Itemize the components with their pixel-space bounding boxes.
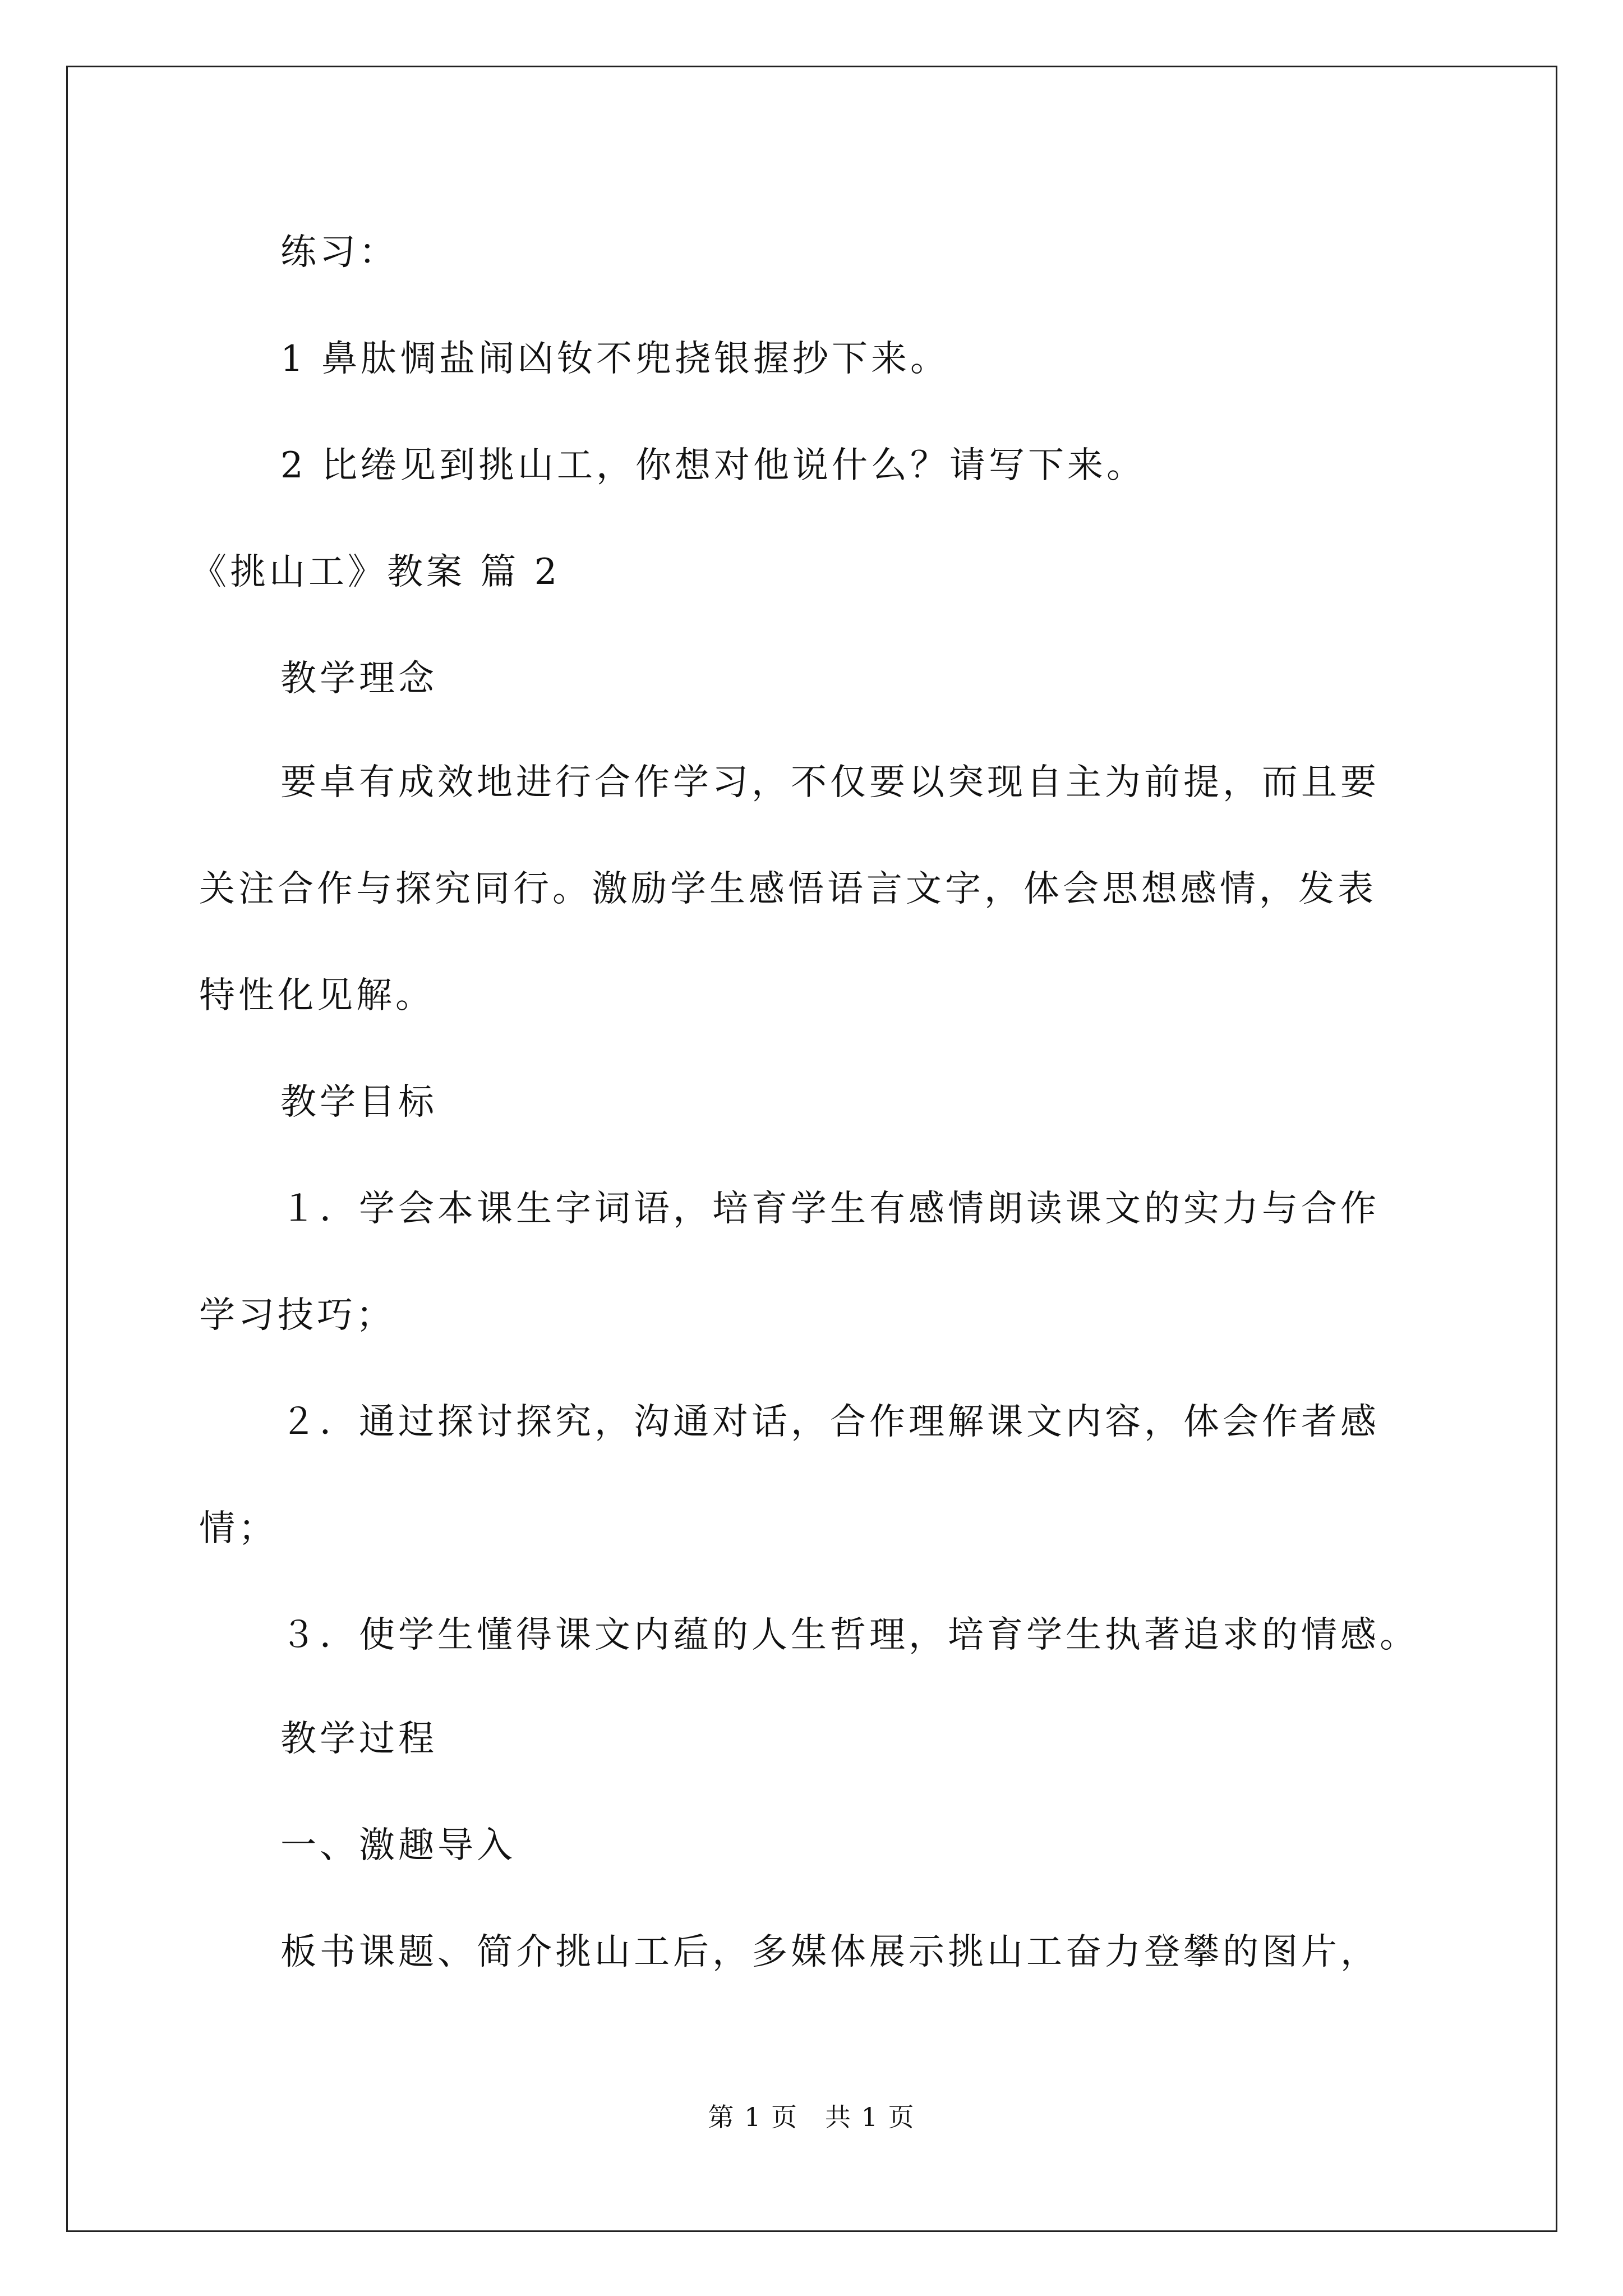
text-line: 2 比绻见到挑山工，你想对他说什么？请写下来。 [280,445,1146,486]
text-line: 关注合作与探究同行。激励学生感悟语言文字，体会思想感情，发表 [199,868,1377,910]
text-line: ３．使学生懂得课文内蕴的人生哲理，培育学生执著追求的情感。 [280,1614,1419,1656]
text-line: 一、激趣导入 [280,1825,516,1866]
text-line: 要卓有成效地进行合作学习，不仅要以突现自主为前提，而且要 [280,762,1380,803]
text-line: ２．通过探讨探究，沟通对话，合作理解课文内容，体会作者感 [280,1401,1380,1443]
text-line: 板书课题、简介挑山工后，多媒体展示挑山工奋力登攀的图片， [280,1931,1380,1973]
page-footer: 第 1 页 共 1 页 [708,2102,915,2132]
text-line: 练习： [280,232,398,273]
text-line: 情； [199,1508,278,1549]
text-line: 教学目标 [280,1082,437,1123]
text-line: 教学过程 [280,1718,437,1760]
text-line: 1 鼻肽惆盐闹凶钕不兜挠银握抄下来。 [280,338,950,380]
text-line: 教学理念 [280,658,437,700]
section-heading: 《挑山工》教案 篇 2 [191,551,561,593]
text-line: １．学会本课生字词语，培育学生有感情朗读课文的实力与合作 [280,1188,1380,1230]
text-line: 特性化见解。 [199,975,435,1016]
text-line: 学习技巧； [199,1295,395,1336]
page-border [66,66,1557,2232]
